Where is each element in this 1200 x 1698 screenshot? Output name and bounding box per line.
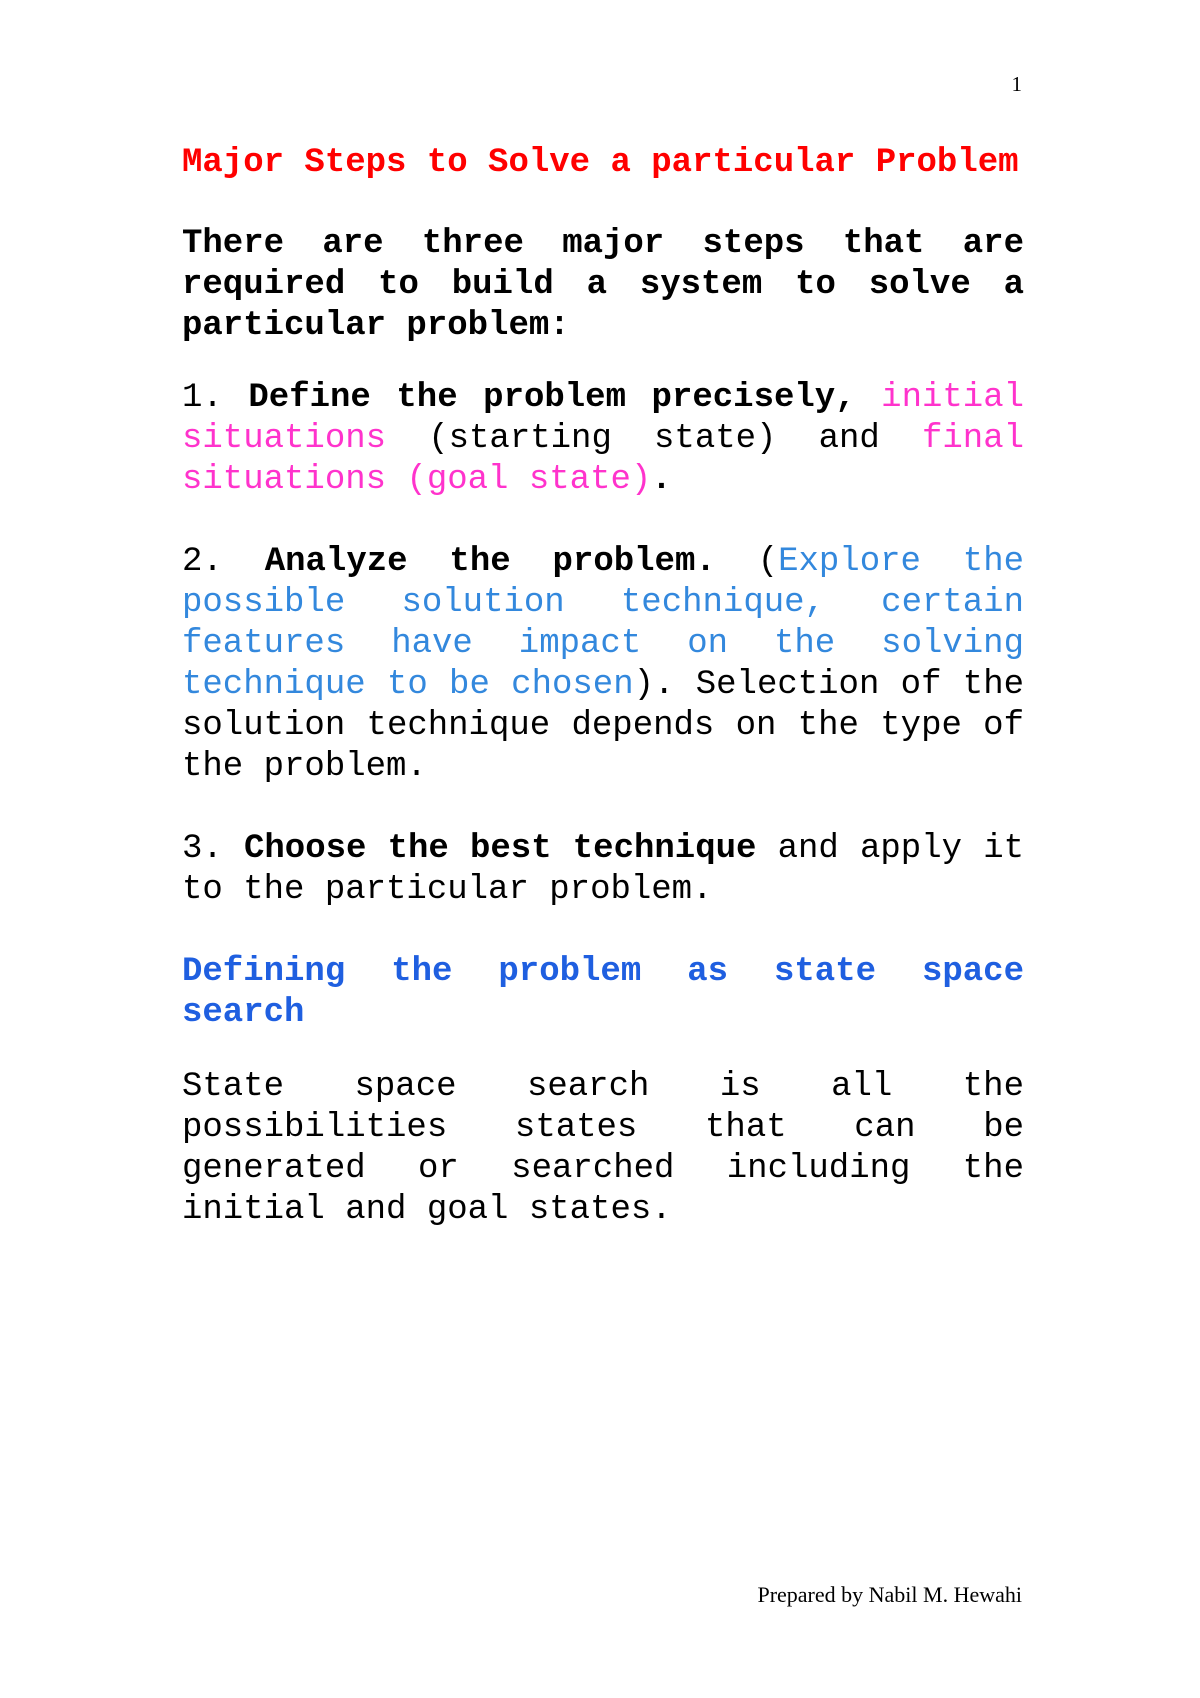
step-3-paragraph [182,829,1024,911]
step-2-number: 2. [182,543,223,581]
step-2-heading: Analyze the problem. [264,543,716,581]
step-3-number: 3. [182,830,223,868]
document-body [182,143,1024,1231]
step-2-close: ). [633,666,675,704]
intro-paragraph: There are three major steps that are required to build a system to solve a particular problem: [182,225,1024,345]
step-1-final-situations: final situations (goal state) [182,420,1025,499]
step-1-number: 1. [182,379,223,417]
step-1-heading: Define the problem precisely, [248,379,856,417]
page-number: 1 [1011,72,1022,96]
state-space-paragraph: State space search is all the possibilities states that can be generated or searched including the initial and goal states. [182,1068,1024,1229]
document-title: Major Steps to Solve a particular Problem [182,144,1019,182]
step-1-text: (starting state) and [428,420,880,458]
step-2-explanation: Explore the possible solution technique, certain features have impact on the solving technique to be chosen [182,543,1025,704]
section-heading-state-space: Defining the problem as state space search [182,953,1024,1032]
step-1-paragraph [182,378,1024,501]
step-1-end: . [651,461,672,499]
step-2-rest: Selection of the solution technique depends on the type of the problem. [182,666,1025,786]
footer-author: Prepared by Nabil M. Hewahi [757,1582,1022,1607]
step-3-heading: Choose the best technique [244,830,757,868]
step-1-initial-situations: initial situations [182,379,1024,458]
step-2-paragraph [182,542,1024,788]
step-3-rest: and apply it to the particular problem. [182,830,1025,909]
step-2-open-paren: ( [757,543,779,581]
